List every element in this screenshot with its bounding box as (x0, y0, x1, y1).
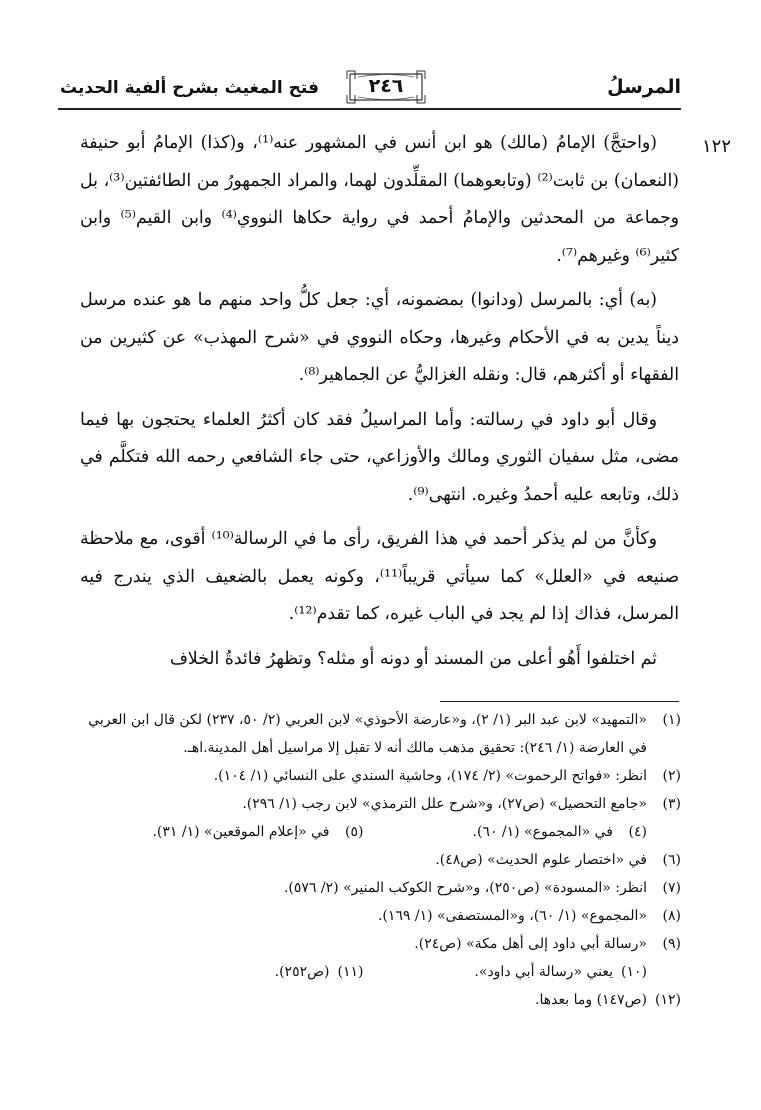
footnote (80, 790, 681, 818)
paragraph: وكأنَّ من لم يذكر أحمد في هذا الفريق، رأى ما في الرسالة⁽¹⁰⁾ أقوى، مع ملاحظة صنيعه في «العلل» كما سيأتي قريباً⁽¹¹⁾، وكونه يعمل بالضعيف الذي يندرج فيه المرسل، فذاك إذا لم يجد في الباب غيره، كما تقدم⁽¹²⁾. (80, 529, 679, 624)
footnote-number: (٨) (662, 908, 681, 924)
page-number-frame (346, 70, 426, 104)
footnote-text: انظر: «فواتح الرحموت» (٢/ ١٧٤)، وحاشية السندي على النسائي (١/ ١٠٤). (213, 768, 647, 784)
footnote (80, 706, 681, 762)
footnote (80, 874, 681, 902)
footnote-text: «المجموع» (١/ ٦٠)، و«المستصفى» (١/ ١٦٩). (377, 908, 647, 924)
footnote-number: (١١) (337, 964, 364, 980)
header-divider (58, 108, 681, 110)
footnote-number: (٧) (662, 880, 681, 896)
footnote (80, 818, 364, 846)
footnote (80, 958, 364, 986)
footnote (80, 902, 681, 930)
footnote-pair (80, 958, 681, 986)
footnote-text: «رسالة أبي داود إلى أهل مكة» (ص٢٤). (414, 936, 647, 952)
footnote-number: (١٠) (621, 964, 647, 980)
paragraph: وقال أبو داود في رسالته: وأما المراسيلُ فقد كان أكثرُ العلماء يحتجون بها فيما مضى، مثل سفيان الثوري ومالك والأوزاعي، حتى جاء الشافعي رحمه الله فتكلَّم في ذلك، وتابعه عليه أحمدُ وغيره. انتهى⁽⁹⁾. (80, 409, 679, 505)
chapter-title: المرسلُ (607, 76, 681, 98)
footnote-number: (٢) (662, 768, 681, 784)
footnote-text: (ص٢٥٢). (274, 964, 330, 980)
footnote-number: (٩) (662, 936, 681, 952)
footnote-text: في «اختصار علوم الحديث» (ص٤٨). (435, 852, 647, 868)
footnote (364, 958, 648, 986)
footnote-text: في «المجموع» (١/ ٦٠). (472, 824, 613, 840)
paragraph: (واحتجَّ) الإمامُ (مالك) هو ابن أنس في المشهور عنه⁽¹⁾، و(كذا) الإمامُ أبو حنيفة (النعمان) بن ثابت⁽²⁾ (وتابعوهما) المقلِّدون لهما، والمراد الجمهورُ من الطائفتين⁽³⁾، بل وجماعة من المحدثين والإمامُ أحمد في رواية حكاها النووي⁽⁴⁾ وابن القيم⁽⁵⁾ وابن كثير⁽⁶⁾ وغيرهم⁽⁷⁾. (80, 133, 679, 266)
running-header (58, 70, 681, 110)
footnote (80, 930, 681, 958)
footnote-number: (٥) (345, 824, 364, 840)
footnote (364, 818, 648, 846)
footnote (80, 762, 681, 790)
footnote-number: (٣) (662, 796, 681, 812)
paragraph: ثم اختلفوا أَهُو أعلى من المسند أو دونه أو مثله؟ وتظهرُ فائدةُ الخلاف (169, 648, 657, 669)
footnote-number: (٦) (662, 852, 681, 868)
paragraph: (به) أي: بالمرسل (ودانوا) بمضمونه، أي: جعل كلُّ واحد منهم ما هو عنده مرسل ديناً يدين به في الأحكام وغيرها، وحكاه النووي في «شرح المهذب» عن كثيرين من الفقهاء أو أكثرهم، قال: ونقله الغزاليُّ عن الجماهير⁽⁸⁾. (80, 290, 679, 385)
book-title: فتح المغيث بشرح ألفية الحديث (60, 78, 320, 98)
footnote-text: يعني «رسالة أبي داود». (474, 964, 613, 980)
page-number: ٢٤٦ (368, 75, 404, 97)
footnote-text: في «إعلام الموقعين» (١/ ٣١). (152, 824, 330, 840)
footnote-text: انظر: «المسودة» (ص٢٥٠)، و«شرح الكوكب المنير» (٢/ ٥٧٦). (283, 880, 647, 896)
footnote-number: (١٢) (655, 992, 681, 1008)
footnote-text: «جامع التحصيل» (ص٢٧)، و«شرح علل الترمذي» لابن رجب (١/ ٢٩٦). (242, 796, 647, 812)
footnote-pair (80, 818, 681, 846)
footnote-text: (ص١٤٧) وما بعدها. (535, 992, 647, 1008)
footnote-number: (١) (662, 712, 681, 728)
footnotes (80, 706, 681, 1014)
footnote-text: «التمهيد» لابن عبد البر (١/ ٢)، و«عارضة الأحوذي» لابن العربي (٢/ ٥٠، ٢٣٧) لكن قال ابن العربي في العارضة (١/ ٢٤٦): تحقيق مذهب مالك أنه لا تقبل إلا مراسيل أهل المدينة.اهـ. (88, 712, 647, 756)
side-number: ١٢٢ (702, 136, 732, 157)
footnote-number: (٤) (628, 824, 647, 840)
footnote (80, 846, 681, 874)
footnote-divider (440, 701, 679, 702)
footnote (80, 986, 681, 1014)
main-text (80, 125, 679, 685)
